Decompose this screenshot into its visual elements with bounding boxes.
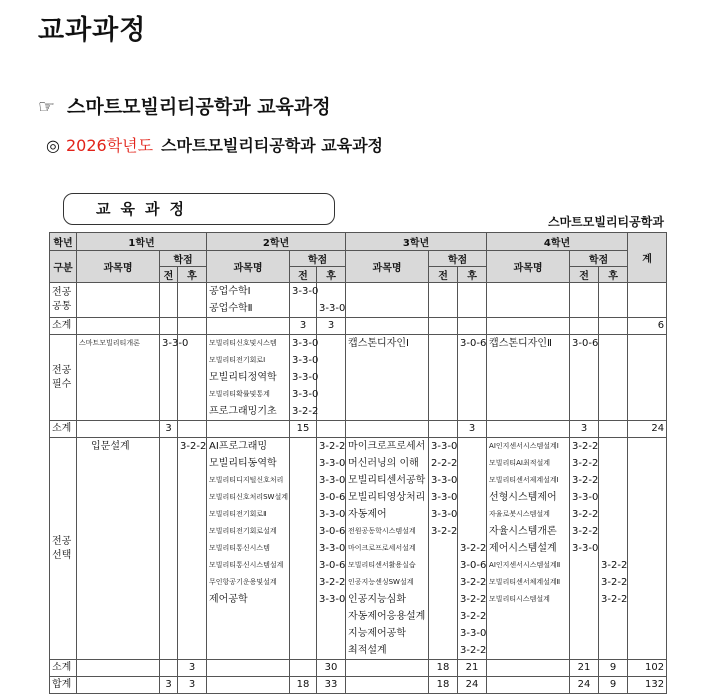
list-entry: 3-3-0	[431, 475, 458, 486]
list-entry: 3-3-0	[162, 338, 189, 349]
list-entry: 머신러닝의 이해	[348, 458, 419, 469]
list-entry: 3-0-6	[319, 560, 346, 571]
list-entry: 3-2-2	[572, 458, 599, 469]
list-entry	[601, 455, 625, 472]
grand-y3-first: 18	[429, 677, 458, 694]
list-entry	[460, 438, 484, 455]
header-total: 계	[628, 233, 667, 283]
list-entry: 모빌리티정역학	[209, 372, 277, 383]
list-entry: 전원공동학시스템설계	[348, 527, 416, 535]
list-entry: 모빌리티디지털신호처리	[209, 476, 284, 484]
required-y1-courses	[77, 335, 160, 421]
department-label: 스마트모빌리티공학과	[548, 215, 664, 229]
category-common: 전공 공통	[50, 283, 77, 318]
list-entry	[601, 489, 625, 506]
academic-year: 2026학년도	[65, 136, 154, 155]
list-entry: 3-0-6	[460, 338, 487, 349]
required-y4-courses	[487, 335, 570, 421]
required-y2-first	[290, 335, 317, 421]
subtotal-label: 소계	[50, 318, 77, 335]
list-entry	[460, 506, 484, 523]
list-entry	[431, 608, 455, 625]
list-entry: 3-3-0	[319, 543, 346, 554]
row-elective	[50, 438, 667, 660]
list-entry	[431, 557, 455, 574]
elective-subtotal-y1-second: 3	[178, 660, 207, 677]
header-year3: 3학년	[346, 233, 487, 251]
list-entry: 3-2-2	[319, 577, 346, 588]
list-entry: 3-3-0	[431, 441, 458, 452]
header-year1: 1학년	[77, 233, 207, 251]
common-y2-courses	[207, 283, 290, 318]
list-entry: 모빌리티센서활용실습	[348, 561, 416, 569]
curriculum-table	[49, 232, 667, 694]
list-entry	[460, 455, 484, 472]
list-entry: 선형시스템제어	[489, 492, 557, 503]
common-subtotal-y2-first: 3	[290, 318, 317, 335]
list-entry	[431, 625, 455, 642]
list-entry	[601, 472, 625, 489]
list-entry: 프로그래밍기초	[209, 406, 277, 417]
list-entry: AI인지센서시스템설계Ⅰ	[489, 442, 559, 450]
list-entry: 공업수학Ⅱ	[209, 303, 253, 314]
list-entry: AI프로그래밍	[209, 441, 268, 452]
header-first-y3: 전	[429, 267, 458, 283]
list-entry: 3-2-2	[572, 526, 599, 537]
list-entry: 3-2-2	[460, 611, 487, 622]
list-entry: 제어시스템설계	[489, 543, 557, 554]
list-entry: 3-3-0	[292, 372, 319, 383]
elective-subtotal-total: 102	[628, 660, 667, 677]
list-entry: 자율로봇시스템설계	[489, 510, 550, 518]
category-elective: 전공 선택	[50, 438, 77, 660]
list-entry: 모빌리티신호및시스템	[209, 339, 277, 347]
header-year2: 2학년	[207, 233, 346, 251]
elective-subtotal-y4-first: 21	[570, 660, 599, 677]
header-second-y2: 후	[317, 267, 346, 283]
required-y3-second	[458, 335, 487, 421]
row-required	[50, 335, 667, 421]
list-entry	[460, 489, 484, 506]
list-entry: 모빌리티확률및통계	[209, 390, 270, 398]
required-subtotal-y1-first: 3	[160, 421, 178, 438]
list-entry: 3-3-0	[319, 458, 346, 469]
list-entry: 캡스톤디자인Ⅱ	[489, 338, 552, 349]
list-entry: 3-3-0	[460, 628, 487, 639]
list-entry	[431, 591, 455, 608]
required-subtotal-y3-second: 3	[458, 421, 487, 438]
list-entry	[601, 506, 625, 523]
header-year4: 4학년	[487, 233, 628, 251]
list-entry: 스마트모빌리티개론	[79, 339, 140, 347]
list-entry: 3-2-2	[601, 594, 628, 605]
grand-y3-second: 24	[458, 677, 487, 694]
list-entry: 3-3-0	[319, 475, 346, 486]
list-entry: 모빌리티센서공학	[348, 475, 426, 486]
elective-subtotal-y4-second: 9	[599, 660, 628, 677]
header-course-y2: 과목명	[207, 251, 290, 283]
list-entry: 3-0-6	[572, 338, 599, 349]
list-entry	[431, 574, 455, 591]
list-entry: 3-3-0	[572, 543, 599, 554]
header-credit-y4: 학점	[570, 251, 628, 267]
header-second-y4: 후	[599, 267, 628, 283]
subsection-title-text: 스마트모빌리티공학과 교육과정	[161, 136, 384, 155]
list-entry: 3-0-6	[319, 526, 346, 537]
section-title	[38, 92, 331, 119]
elective-y3-second	[458, 438, 487, 660]
list-entry: 3-2-2	[460, 645, 487, 656]
required-subtotal-y2-first: 15	[290, 421, 317, 438]
list-entry: 모빌리티전기회로Ⅱ	[209, 510, 267, 518]
list-entry: 자율시스템개론	[489, 526, 557, 537]
list-entry: 3-2-2	[319, 441, 346, 452]
list-entry	[460, 523, 484, 540]
subtotal-label: 소계	[50, 660, 77, 677]
header-credit-y1: 학점	[160, 251, 207, 267]
header-category: 구분	[50, 251, 77, 283]
common-y2-first	[290, 283, 317, 318]
row-grand-total	[50, 677, 667, 694]
required-y1-first	[160, 335, 189, 421]
list-entry: 자동제어	[348, 509, 387, 520]
row-common	[50, 283, 667, 318]
header-course-y1: 과목명	[77, 251, 160, 283]
list-entry: 3-3-0	[292, 338, 319, 349]
list-entry: 3-2-2	[572, 509, 599, 520]
list-entry: 인공지능센싱SW설계	[348, 578, 414, 586]
list-entry: 모빌리티시스템설계	[489, 595, 550, 603]
required-y4-first	[570, 335, 599, 421]
list-entry: 3-2-2	[460, 594, 487, 605]
list-entry: 모빌리티센서제계설계Ⅰ	[489, 476, 559, 484]
list-entry: 캡스톤디자인Ⅰ	[348, 338, 409, 349]
page-title: 교과과정	[38, 15, 147, 46]
list-entry: 마이크로프로세서	[348, 441, 426, 452]
category-required: 전공 필수	[50, 335, 77, 421]
list-entry: 모빌리티전기회로Ⅰ	[209, 356, 266, 364]
pointing-hand-icon: ☞	[38, 96, 56, 118]
list-entry: 무인항공기운용및설계	[209, 578, 277, 586]
list-entry: 2-2-2	[431, 458, 458, 469]
list-entry: 최적설계	[348, 645, 387, 656]
list-entry: 마이크로프로세서설계	[348, 544, 416, 552]
curriculum-label-box	[63, 193, 335, 225]
list-entry: 공업수학Ⅰ	[209, 286, 251, 297]
list-entry: 모빌리티센서체계설계Ⅱ	[489, 578, 561, 586]
list-entry: 3-2-2	[431, 526, 458, 537]
header-credit-y3: 학점	[429, 251, 487, 267]
required-subtotal-total: 24	[628, 421, 667, 438]
elective-y1-second	[178, 438, 207, 660]
grand-y1-second: 3	[178, 677, 207, 694]
grand-y4-second: 9	[599, 677, 628, 694]
row-elective-subtotal	[50, 660, 667, 677]
list-entry: 자동제어응용설계	[348, 611, 426, 622]
header-grade: 학년	[50, 233, 77, 251]
list-entry: 모빌리티통신시스템	[209, 544, 270, 552]
elective-y1-courses	[77, 438, 160, 660]
elective-subtotal-y2-second: 30	[317, 660, 346, 677]
row-common-subtotal	[50, 318, 667, 335]
list-entry: 지능제어공학	[348, 628, 406, 639]
list-entry: 3-0-6	[460, 560, 487, 571]
list-entry: 3-3-0	[319, 509, 346, 520]
list-entry: 3-2-2	[601, 577, 628, 588]
list-entry: 모빌리티통신시스템설계	[209, 561, 284, 569]
list-entry	[572, 574, 596, 591]
row-required-subtotal	[50, 421, 667, 438]
list-entry: 3-3-0	[292, 389, 319, 400]
required-subtotal-y4-first: 3	[570, 421, 599, 438]
header-first-y2: 전	[290, 267, 317, 283]
list-entry: 모빌리티신호처리SW설계	[209, 493, 289, 501]
list-entry	[601, 540, 625, 557]
list-entry: 3-3-0	[431, 492, 458, 503]
elective-subtotal-y3-second: 21	[458, 660, 487, 677]
list-entry	[431, 540, 455, 557]
header-second-y1: 후	[178, 267, 207, 283]
list-entry: 3-3-0	[319, 594, 346, 605]
list-entry: 모빌리티동역학	[209, 458, 277, 469]
elective-y4-first	[570, 438, 599, 660]
grand-total: 132	[628, 677, 667, 694]
required-y3-courses	[346, 335, 429, 421]
elective-y2-second	[317, 438, 346, 660]
subsection-title	[46, 133, 383, 156]
list-entry: 입문설계	[91, 441, 130, 452]
list-entry: 3-2-2	[460, 577, 487, 588]
list-entry: 3-2-2	[572, 441, 599, 452]
section-title-text: 스마트모빌리티공학과 교육과정	[67, 96, 331, 118]
common-subtotal-y2-second: 3	[317, 318, 346, 335]
list-entry	[319, 283, 343, 300]
header-second-y3: 후	[458, 267, 487, 283]
subtotal-label: 소계	[50, 421, 77, 438]
header-course-y4: 과목명	[487, 251, 570, 283]
list-entry: AI인지센서시스템설계Ⅱ	[489, 561, 561, 569]
list-entry	[460, 472, 484, 489]
header-first-y4: 전	[570, 267, 599, 283]
elective-y3-first	[429, 438, 458, 660]
elective-subtotal-y3-first: 18	[429, 660, 458, 677]
header-course-y3: 과목명	[346, 251, 429, 283]
elective-y4-courses	[487, 438, 570, 660]
common-y2-second	[317, 283, 346, 318]
double-circle-icon: ◎	[46, 136, 60, 155]
list-entry	[572, 591, 596, 608]
list-entry	[292, 300, 314, 317]
list-entry: 제어공학	[209, 594, 248, 605]
list-entry: 3-3-0	[292, 286, 319, 297]
list-entry: 모빌리티AI최적설계	[489, 459, 550, 467]
grand-total-label: 합계	[50, 677, 77, 694]
elective-y4-second	[599, 438, 628, 660]
header-first-y1: 전	[160, 267, 178, 283]
elective-y2-courses	[207, 438, 290, 660]
common-subtotal-total: 6	[628, 318, 667, 335]
header-credit-y2: 학점	[290, 251, 346, 267]
list-entry: 모빌리티영상처리	[348, 492, 426, 503]
list-entry: 인공지능심화	[348, 594, 406, 605]
list-entry: 3-3-0	[572, 492, 599, 503]
list-entry: 3-0-6	[319, 492, 346, 503]
list-entry: 3-3-0	[431, 509, 458, 520]
list-entry	[431, 642, 455, 659]
list-entry: 3-2-2	[292, 406, 319, 417]
grand-y2-second: 33	[317, 677, 346, 694]
list-entry: 3-2-2	[460, 543, 487, 554]
grand-y4-first: 24	[570, 677, 599, 694]
grand-y1-first: 3	[160, 677, 178, 694]
list-entry: 모빌리티전기회로설계	[209, 527, 277, 535]
list-entry: 3-3-0	[292, 355, 319, 366]
list-entry	[601, 438, 625, 455]
required-y2-courses	[207, 335, 290, 421]
list-entry: 3-2-2	[572, 475, 599, 486]
list-entry	[572, 557, 596, 574]
list-entry: 3-3-0	[319, 303, 346, 314]
list-entry: 3-2-2	[601, 560, 628, 571]
grand-y2-first: 18	[290, 677, 317, 694]
elective-y3-courses	[346, 438, 429, 660]
list-entry	[601, 523, 625, 540]
list-entry: 3-2-2	[180, 441, 207, 452]
curriculum-label: 교육과정	[96, 200, 194, 218]
